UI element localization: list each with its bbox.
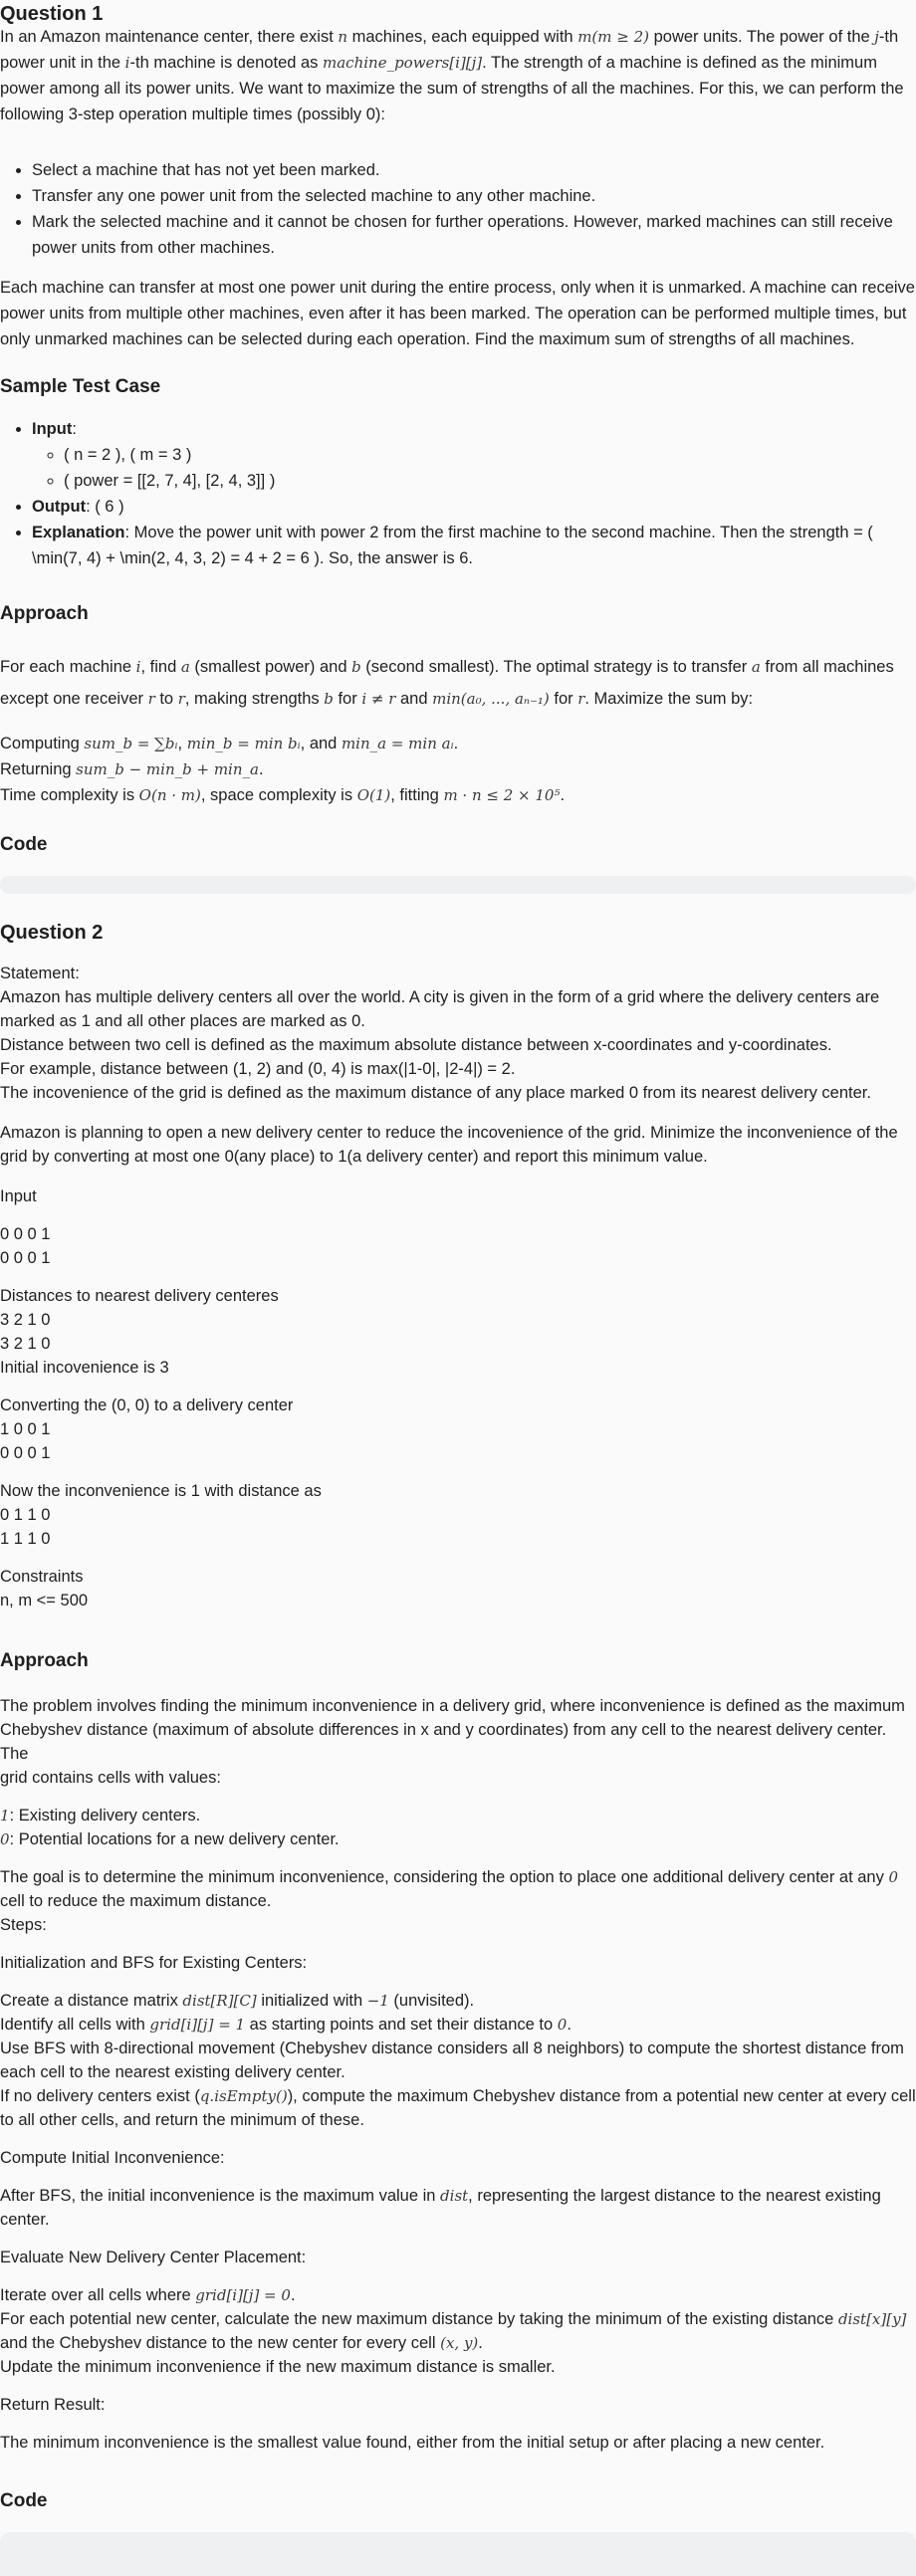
text: ), compute the maximum Chebyshev distance from a potential new center at every cell bbox=[287, 2087, 916, 2105]
text: . The strength of a machine is defined as the minimum bbox=[482, 54, 877, 72]
text: . bbox=[290, 2286, 296, 2304]
text: , bbox=[177, 735, 187, 752]
math: 0 bbox=[888, 1868, 898, 1886]
text: (second smallest). The optimal strategy is to transfer bbox=[360, 658, 752, 676]
list-item: • Transfer any one power unit from the selected machine to any other machine. bbox=[32, 183, 916, 209]
text: Now the inconvenience is 1 with distance as bbox=[0, 1482, 322, 1500]
text: power among all its power units. We want to maximize the sum of strengths of all the machines. For this, we can perform the bbox=[0, 80, 904, 98]
question-1-title: Question 1 bbox=[0, 3, 104, 25]
text: Use BFS with 8-directional movement (Chebyshev distance considers all 8 neighbors) to compute the shortest distance from bbox=[0, 2039, 904, 2057]
q2-approach bbox=[0, 1694, 916, 2455]
text: , making strengths bbox=[184, 690, 325, 708]
text: : Potential locations for a new delivery center. bbox=[9, 1830, 340, 1848]
text: . bbox=[478, 2334, 483, 2352]
math: grid[i][j] = 1 bbox=[149, 2016, 246, 2034]
text: The incovenience of the grid is defined as the maximum distance of any place marked 0 from its nearest delivery center. bbox=[0, 1084, 871, 1102]
text: Amazon is planning to open a new delivery center to reduce the incovenience of the grid. Minimize the inconvenience of the bbox=[0, 1124, 898, 1142]
text: to bbox=[154, 690, 178, 708]
text: Amazon has multiple delivery centers all over the world. A city is given in the form of a grid where the delivery centers are bbox=[0, 988, 880, 1006]
step-title: Initialization and BFS for Existing Centers: bbox=[0, 1954, 308, 1972]
list-item: • Select a machine that has not yet been marked. bbox=[32, 157, 916, 183]
math: machine_powers[i][j] bbox=[323, 54, 483, 72]
grid-row: 3 2 1 0 bbox=[0, 1311, 51, 1329]
math: a bbox=[751, 658, 761, 676]
text: Distances to nearest delivery centeres bbox=[0, 1287, 279, 1305]
output-label: Output bbox=[32, 498, 87, 516]
list-item bbox=[32, 520, 916, 571]
text: (unvisited). bbox=[388, 1992, 475, 2010]
grid-row: 1 1 1 0 bbox=[0, 1530, 51, 1548]
q2-statement bbox=[0, 962, 916, 1105]
approach-heading: Approach bbox=[0, 603, 89, 624]
text: , space complexity is bbox=[200, 786, 357, 804]
list-item: • Input: ◦ ( n = 2 ), ( m = 3 ) ◦ ( power = [[2, 7, 4], [2, 4, 3]] ) bbox=[32, 416, 916, 494]
math: min_b = min bᵢ bbox=[186, 735, 301, 752]
text: for bbox=[333, 690, 362, 708]
text: . bbox=[560, 786, 566, 804]
text: . bbox=[453, 735, 459, 752]
math: r bbox=[177, 690, 185, 708]
text: and the Chebyshev distance to the new center for every cell bbox=[0, 2334, 441, 2352]
text: Each machine can transfer at most one power unit during the entire process, only when it is unmarked. A machine can receive bbox=[0, 279, 915, 297]
text: and bbox=[395, 690, 433, 708]
code-heading: Code bbox=[0, 834, 48, 855]
text: from all machines bbox=[760, 658, 894, 676]
text: following 3-step operation multiple times (possibly 0): bbox=[0, 106, 386, 123]
math: b bbox=[324, 690, 334, 708]
text: except one receiver bbox=[0, 690, 148, 708]
grid-row: 0 0 0 1 bbox=[0, 1444, 51, 1462]
text: . bbox=[258, 760, 264, 778]
constraints-label: Constraints bbox=[0, 1568, 84, 1586]
text: Identify all cells with bbox=[0, 2016, 150, 2034]
code-block[interactable] bbox=[0, 876, 916, 894]
text: each cell to the nearest existing delivery center. bbox=[0, 2063, 345, 2081]
approach-heading: Approach bbox=[0, 1650, 89, 1671]
text: for bbox=[549, 690, 578, 708]
text: , find bbox=[140, 658, 181, 676]
text: Create a distance matrix bbox=[0, 1992, 183, 2010]
list-item bbox=[32, 494, 916, 520]
sample-list bbox=[0, 416, 916, 571]
text: In an Amazon maintenance center, there exist bbox=[0, 28, 339, 46]
grid-row: 0 1 1 0 bbox=[0, 1506, 51, 1524]
math: min_a = min aᵢ bbox=[341, 735, 454, 752]
math: q.isEmpty() bbox=[199, 2087, 288, 2105]
math: min(a₀, ..., aₙ₋₁) bbox=[432, 690, 550, 708]
text: For each potential new center, calculate the new maximum distance by taking the minimum of the existing distance bbox=[0, 2310, 838, 2328]
explanation-label: Explanation bbox=[32, 524, 125, 541]
text: power unit in the bbox=[0, 54, 125, 72]
math: O(n · m) bbox=[138, 786, 201, 804]
text: : Move the power unit with power 2 from the first machine to the second machine. Then the strength = ( bbox=[124, 524, 873, 541]
text: power units. The power of the bbox=[649, 28, 875, 46]
input-label: Input bbox=[32, 420, 73, 438]
math: 0 bbox=[557, 2016, 568, 2034]
math: a bbox=[180, 658, 190, 676]
text: center. bbox=[0, 2211, 50, 2229]
math: m · n ≤ 2 × 10⁵ bbox=[443, 786, 561, 804]
math: dist[x][y] bbox=[837, 2310, 907, 2328]
text: -th bbox=[878, 28, 899, 46]
math: dist bbox=[440, 2187, 469, 2205]
math: j bbox=[874, 28, 879, 46]
text: , representing the largest distance to the nearest existing bbox=[468, 2187, 881, 2205]
grid-row: 3 2 1 0 bbox=[0, 1335, 51, 1353]
math: r bbox=[147, 690, 155, 708]
math: b bbox=[351, 658, 361, 676]
step-title: Compute Initial Inconvenience: bbox=[0, 2149, 225, 2167]
input-label: Input bbox=[0, 1187, 37, 1205]
grid-row: 0 0 0 1 bbox=[0, 1225, 51, 1243]
text: After BFS, the initial inconvenience is the maximum value in bbox=[0, 2187, 441, 2205]
text: machines, each equipped with bbox=[347, 28, 578, 46]
q2-example bbox=[0, 1184, 916, 1612]
q1-steps-list bbox=[0, 157, 916, 261]
input-sublist bbox=[32, 442, 916, 494]
code-block[interactable] bbox=[0, 2532, 916, 2576]
text: cell to reduce the maximum distance. bbox=[0, 1892, 272, 1910]
text: . Maximize the sum by: bbox=[584, 690, 754, 708]
text: power units from multiple other machines, even after it has been marked. The operation can be performed multiple times, but bbox=[0, 305, 907, 322]
math: 0 bbox=[0, 1830, 10, 1848]
text: Computing bbox=[0, 735, 85, 752]
q1-formulas bbox=[0, 731, 916, 808]
math: −1 bbox=[366, 1992, 389, 2010]
text: initialized with bbox=[256, 1992, 367, 2010]
text: marked as 1 and all other places are marked as 0. bbox=[0, 1012, 365, 1030]
math: sum_b = ∑bᵢ bbox=[84, 735, 178, 752]
math: 1 bbox=[0, 1807, 10, 1825]
text: , fitting bbox=[390, 786, 444, 804]
math: r bbox=[577, 690, 585, 708]
text: \min(7, 4) + \min(2, 4, 3, 2) = 4 + 2 = 6 ). So, the answer is 6. bbox=[32, 549, 473, 567]
math: dist[R][C] bbox=[182, 1992, 257, 2010]
q1-approach-text bbox=[0, 651, 916, 715]
code-heading: Code bbox=[0, 2490, 48, 2511]
math: m(m ≥ 2) bbox=[577, 28, 650, 46]
list-item: ◦ ( power = [[2, 7, 4], [2, 4, 3]] ) bbox=[64, 468, 916, 494]
text: Iterate over all cells where bbox=[0, 2286, 196, 2304]
text: The minimum inconvenience is the smallest value found, either from the initial setup or after placing a new center. bbox=[0, 2434, 825, 2452]
text: Chebyshev distance (maximum of absolute differences in x and y coordinates) from any cell to the nearest delivery center. The bbox=[0, 1721, 887, 1763]
text: n, m <= 500 bbox=[0, 1592, 89, 1610]
math: i ≠ r bbox=[361, 690, 396, 708]
step-title: Return Result: bbox=[0, 2396, 106, 2414]
text: Distance between two cell is defined as the maximum absolute distance between x-coordinates and y-coordinates. bbox=[0, 1036, 832, 1054]
statement-label: Statement: bbox=[0, 965, 80, 982]
text: . bbox=[567, 2016, 572, 2034]
math: grid[i][j] = 0 bbox=[195, 2286, 291, 2304]
step-title: Evaluate New Delivery Center Placement: bbox=[0, 2249, 307, 2266]
text: power units from other machines. bbox=[32, 239, 275, 257]
steps-label: Steps: bbox=[0, 1916, 47, 1934]
text: The problem involves finding the minimum inconvenience in a delivery grid, where inconvenience is defined as the maximum bbox=[0, 1697, 905, 1715]
text: grid contains cells with values: bbox=[0, 1769, 221, 1787]
text: : Existing delivery centers. bbox=[9, 1807, 201, 1825]
q2-goal bbox=[0, 1121, 916, 1169]
math: sum_b − min_b + min_a bbox=[76, 760, 259, 778]
text: Update the minimum inconvenience if the new maximum distance is smaller. bbox=[0, 2358, 556, 2376]
question-2-title: Question 2 bbox=[0, 922, 104, 944]
math: n bbox=[338, 28, 348, 46]
text: (smallest power) and bbox=[189, 658, 352, 676]
list-item: ◦ ( n = 2 ), ( m = 3 ) bbox=[64, 442, 916, 468]
text: Mark the selected machine and it cannot be chosen for further operations. However, marked machines can still receive bbox=[32, 213, 893, 231]
text: Returning bbox=[0, 760, 77, 778]
sample-test-case-heading: Sample Test Case bbox=[0, 376, 161, 397]
text: The goal is to determine the minimum inconvenience, considering the option to place one additional delivery center at any bbox=[0, 1868, 889, 1886]
text: to all other cells, and return the minimum of these. bbox=[0, 2111, 364, 2129]
text: Time complexity is bbox=[0, 786, 139, 804]
text: , and bbox=[300, 735, 342, 752]
math: O(1) bbox=[356, 786, 391, 804]
math: i bbox=[135, 658, 141, 676]
q1-para2 bbox=[0, 275, 916, 352]
text: grid by converting at most one 0(any place) to 1(a delivery center) and report this minimum value. bbox=[0, 1148, 708, 1166]
grid-row: 1 0 0 1 bbox=[0, 1420, 51, 1438]
text: Converting the (0, 0) to a delivery center bbox=[0, 1396, 294, 1414]
math: (x, y) bbox=[440, 2334, 479, 2352]
text: For each machine bbox=[0, 658, 136, 676]
text: only unmarked machines can be selected during each operation. Find the maximum sum of strengths of all machines. bbox=[0, 330, 855, 348]
text: : ( 6 ) bbox=[86, 498, 124, 516]
text: as starting points and set their distance to bbox=[245, 2016, 558, 2034]
text: If no delivery centers exist ( bbox=[0, 2087, 200, 2105]
grid-row: 0 0 0 1 bbox=[0, 1249, 51, 1267]
text: For example, distance between (1, 2) and (0, 4) is max(|1-0|, |2-4|) = 2. bbox=[0, 1060, 516, 1078]
q1-intro bbox=[0, 24, 916, 127]
text: Initial incovenience is 3 bbox=[0, 1359, 169, 1377]
text: -th machine is denoted as bbox=[129, 54, 324, 72]
list-item bbox=[32, 209, 916, 261]
math: i bbox=[124, 54, 130, 72]
